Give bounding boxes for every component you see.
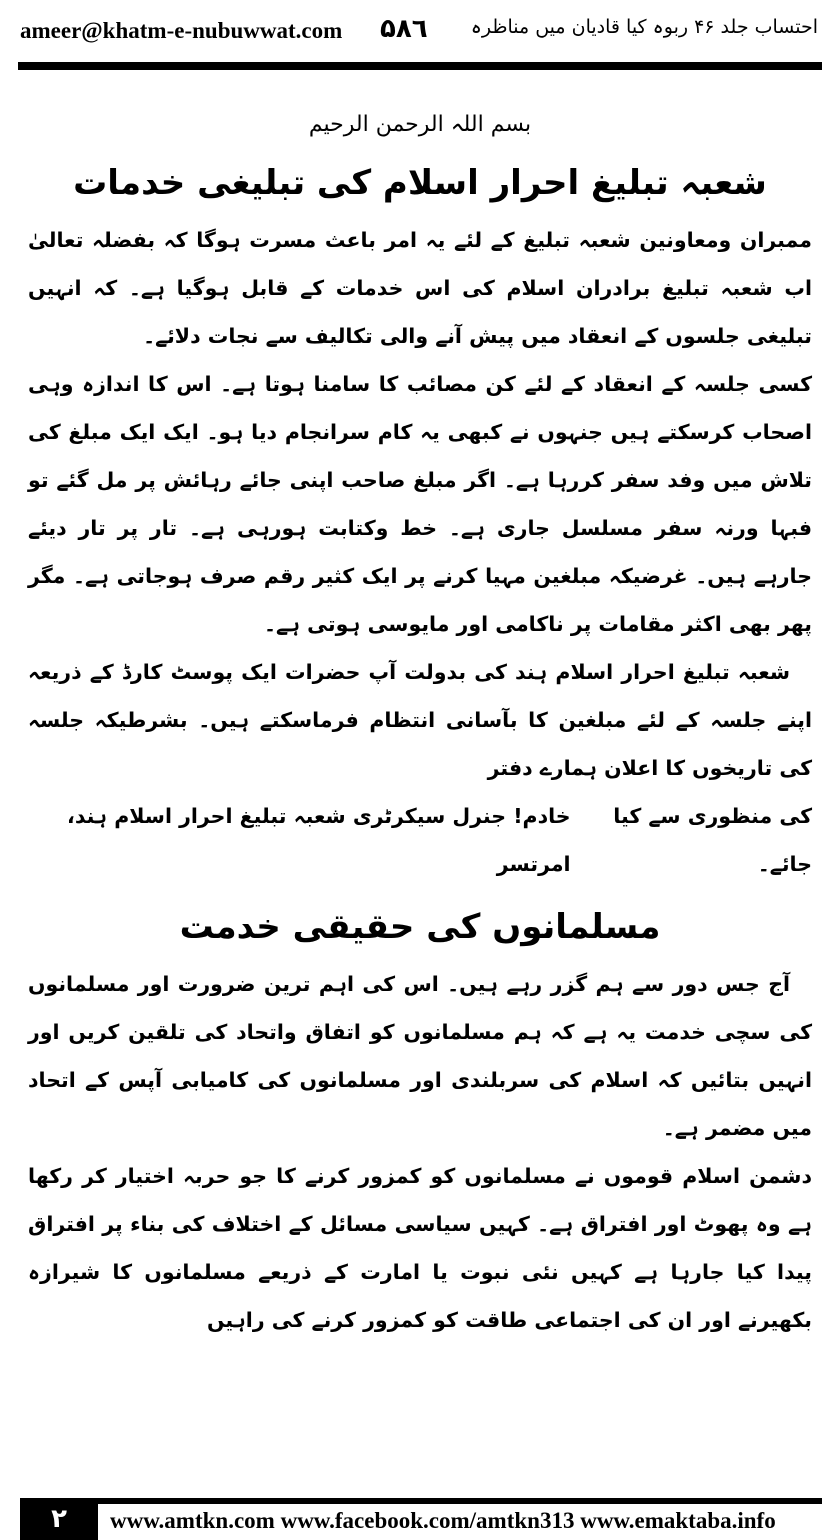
section2-paragraph-2: دشمن اسلام قوموں نے مسلمانوں کو کمزور کرنے کا جو حربہ اختیار کر رکھا ہے وہ پھوٹ اور افتراق ہے۔ کہیں سیاسی مسائل کے اختلاف کی بناء پر افتراق پیدا کیا جارہا ہے کہیں نئی نبوت یا امارت کے ذریعے مسلمانوں کا شیرازہ بکھیرنے اور ان کی اجتماعی طاقت کو کمزور کرنے کی راہیں [28,1164,812,1332]
section1-heading: شعبہ تبلیغ احرار اسلام کی تبلیغی خدمات [73,163,767,203]
bismillah: بسم اللہ الرحمن الرحیم [308,112,532,137]
section2-heading: مسلمانوں کی حقیقی خدمت [179,907,661,947]
signature: خادم! جنرل سیکرٹری شعبہ تبلیغ احرار اسلام ہند، امرتسر [67,804,571,876]
header-email: ameer@khatm-e-nubuwwat.com [20,18,343,43]
section1-paragraph-3: شعبہ تبلیغ احرار اسلام ہند کی بدولت آپ حضرات ایک پوسٹ کارڈ کے ذریعہ اپنے جلسہ کے لئے مبلغین کا بآسانی انتظام فرماسکتے ہیں۔ بشرطیکہ جلسہ کی تاریخوں کا اعلان ہمارے دفتر [28,660,812,780]
footer-urls: www.amtkn.com www.facebook.com/amtkn313 www.emaktaba.info [110,1508,776,1533]
header-page-number: ۵۸٦ [380,14,428,44]
footer-page-number: ۲ [20,1498,98,1540]
section1-paragraph-2: کسی جلسہ کے انعقاد کے لئے کن مصائب کا سامنا ہوتا ہے۔ اس کا اندازہ وہی اصحاب کرسکتے ہیں جنہوں نے کبھی یہ کام سرانجام دیا ہو۔ ایک ایک مبلغ کی تلاش میں وفد سفر کررہا ہے۔ اگر مبلغ صاحب اپنی جائے رہائش پر مل گئے تو فبہا ورنہ سفر مسلسل جاری ہے۔ خط وکتابت ہورہی ہے۔ تار پر تار دیئے جارہے ہیں۔ غرضیکہ مبلغین مہیا کرنے پر ایک کثیر رقم صرف ہوجاتی ہے۔ مگر پھر بھی اکثر مقامات پر ناکامی اور مایوسی ہوتی ہے۔ [28,372,812,636]
header-rule [18,62,822,70]
section2-paragraph-1: آج جس دور سے ہم گزر رہے ہیں۔ اس کی اہم ترین ضرورت اور مسلمانوں کی سچی خدمت یہ ہے کہ ہم مسلمانوں کو اتفاق واتحاد کی تلقین کریں اور انہیں بتائیں کہ اسلام کی سربلندی اور مسلمانوں کی کامیابی آپس کے اتحاد میں مضمر ہے۔ [28,972,812,1140]
section1-paragraph-1: ممبران ومعاونین شعبہ تبلیغ کے لئے یہ امر باعث مسرت ہوگا کہ بفضلہ تعالیٰ اب شعبہ تبلیغ برادران اسلام کی اس خدمات کے قابل ہوگیا ہے۔ کہ انہیں تبلیغی جلسوں کے انعقاد میں پیش آنے والی تکالیف سے نجات دلائے۔ [28,228,812,348]
page-footer [0,1494,840,1540]
signature-row [28,792,812,888]
footer-rule [98,1498,822,1504]
closing-text: کی منظوری سے کیا جائے۔ [613,804,812,876]
page-header [0,0,840,78]
page-body [28,100,812,1344]
header-book-title: احتساب جلد ۴۶ ربوہ کیا قادیان میں مناظرہ [470,16,818,38]
